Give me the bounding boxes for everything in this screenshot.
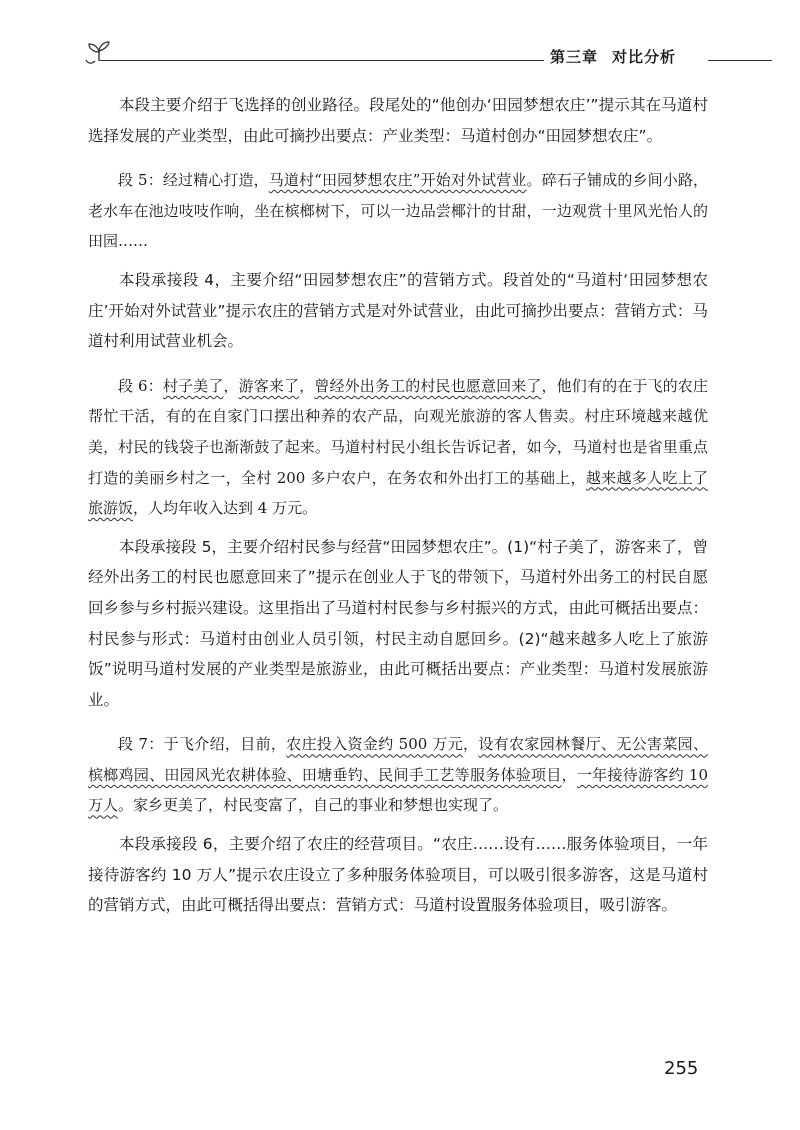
text-segment: ，他们有的在于飞的农庄帮忙干活，有的在自家门口摆出种养的农产品，向观光旅游的客人售卖。村庄环境越来越优美，村民的钱袋子也渐渐鼓了起来。马道村村民小组长告诉记者，如今，马道村也是省里重点打造的美丽乡村之一，全村 200 多户农户，在务农和外出打工的基础上， xyxy=(88,376,708,487)
underlined-phrase: 马道村“田园梦想农庄”开始对外试营业 xyxy=(268,171,527,190)
analysis-paragraph-3 xyxy=(88,532,708,716)
text-segment: 。家乡更美了，村民变富了，自己的事业和梦想也实现了。 xyxy=(118,796,509,815)
section-title: 对比分析 xyxy=(612,48,677,66)
text-segment: 段 5：经过精心打造， xyxy=(118,171,269,190)
sprout-icon xyxy=(82,34,116,68)
text-segment: 段 7：于飞介绍，目前， xyxy=(118,735,287,754)
underlined-phrase: 设有农家园林餐厅、无公害菜园、槟榔鸡园、田园风光农耕体验、田塘垂钓、民间手工艺等服务体验项目 xyxy=(88,735,708,784)
text-segment: 本段承接段 5，主要介绍村民参与经营“田园梦想农庄”。(1)“村子美了，游客来了，曾经外出务工的村民也愿意回来了”提示在创业人于飞的带领下，马道村外出务工的村民自愿回乡参与乡村振兴建设。这里指出了马道村村民参与乡村振兴的方式，由此可概括出要点：村民参与形式：马道村由创业人员引领，村民主动自愿回乡。(2)“越来越多人吃上了旅游饭”说明马道村发展的产业类型是旅游业，由此可概括出要点：产业类型：马道村发展旅游业。 xyxy=(88,537,709,709)
chapter-title xyxy=(550,46,706,67)
text-segment: 。碎石子铺成的乡间小路，老水车在池边吱吱作响，坐在槟榔树下，可以一边品尝椰汁的甘甜，一边观赏十里风光怡人的田园…… xyxy=(88,171,708,251)
analysis-paragraph-2 xyxy=(88,265,708,357)
page-number: 255 xyxy=(664,1058,699,1079)
header-rule-right xyxy=(708,60,772,61)
source-paragraph-5 xyxy=(88,165,708,257)
header-rule-left xyxy=(100,60,544,61)
text-segment: ， xyxy=(561,765,577,784)
underlined-phrase: 游客来了 xyxy=(238,376,300,395)
text-segment: 本段承接段 4，主要介绍“田园梦想农庄”的营销方式。段首处的“马道村‘田园梦想农庄’开始对外试营业”提示农庄的营销方式是对外试营业，由此可摘抄出要点：营销方式：马道村利用试营业机会。 xyxy=(88,270,708,351)
underlined-phrase: 农庄投入资金约 500 万元 xyxy=(286,735,464,754)
source-paragraph-6 xyxy=(88,371,708,524)
text-segment: ， xyxy=(223,376,239,395)
running-header xyxy=(82,34,772,70)
text-segment: ， xyxy=(299,376,315,395)
page-body xyxy=(88,90,708,921)
underlined-phrase: 村子美了 xyxy=(162,376,224,395)
underlined-phrase: 一年接待游客约 10 万人 xyxy=(88,765,708,815)
text-segment: ，人均年收入达到 4 万元。 xyxy=(133,499,318,518)
chapter-number: 第三章 xyxy=(550,48,599,66)
underlined-phrase: 越来越多人吃上了旅游饭 xyxy=(88,468,708,518)
analysis-paragraph-4 xyxy=(88,829,708,921)
text-segment: ， xyxy=(463,735,479,754)
analysis-paragraph-1 xyxy=(88,90,708,151)
underlined-phrase: 曾经外出务工的村民也愿意回来了 xyxy=(314,376,542,395)
source-paragraph-7 xyxy=(88,729,708,821)
text-segment: 本段主要介绍于飞选择的创业路径。段尾处的“他创办‘田园梦想农庄’”提示其在马道村选择发展的产业类型，由此可摘抄出要点：产业类型：马道村创办“田园梦想农庄”。 xyxy=(88,96,708,145)
text-segment: 本段承接段 6，主要介绍了农庄的经营项目。“农庄……设有……服务体验项目，一年接待游客约 10 万人”提示农庄设立了多种服务体验项目，可以吸引很多游客，这是马道村的营销方式，由此可概括得出要点：营销方式：马道村设置服务体验项目，吸引游客。 xyxy=(88,835,708,915)
text-segment: 段 6： xyxy=(118,376,163,395)
